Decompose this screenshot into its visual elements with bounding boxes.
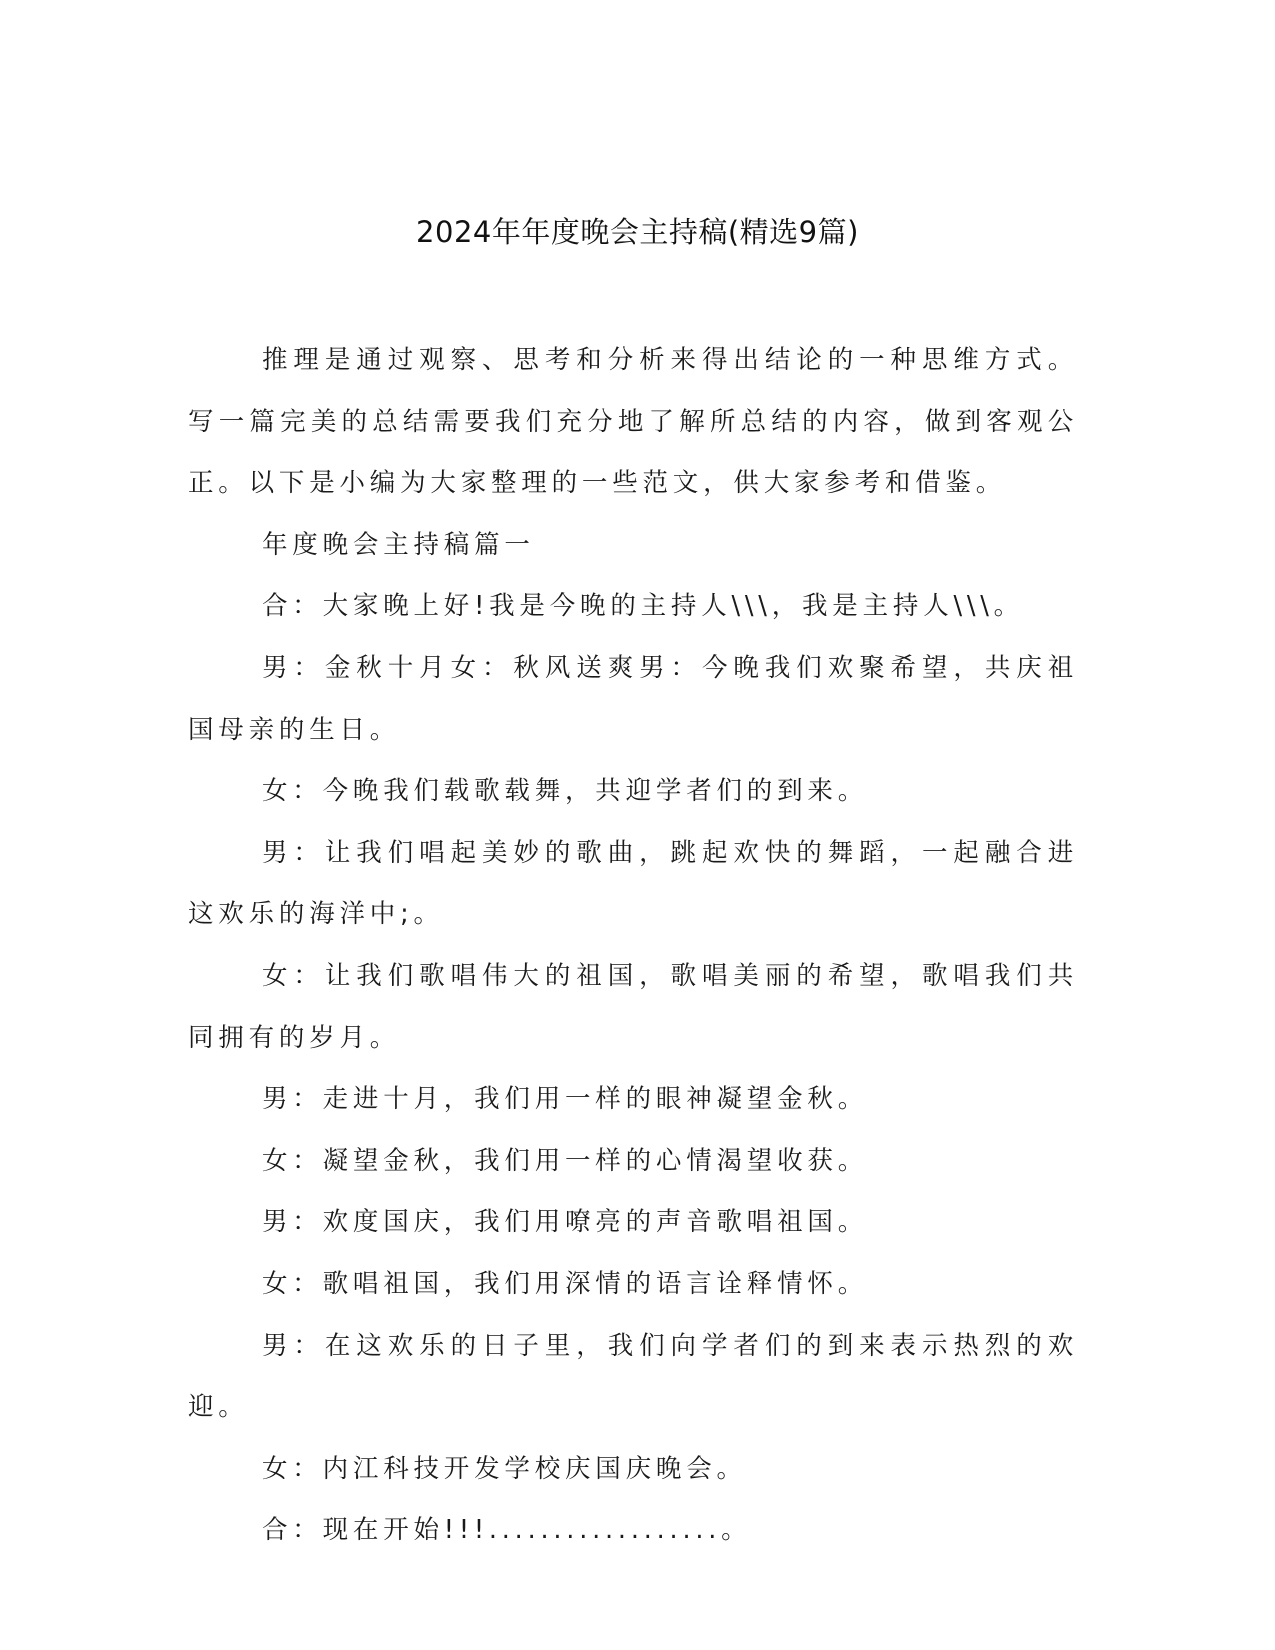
- document-body: [188, 330, 1078, 1562]
- script-line: 合：现在开始!!!..................。: [262, 1515, 752, 1546]
- script-line: 男：走进十月，我们用一样的眼神凝望金秋。: [262, 1084, 869, 1115]
- section-heading: 年度晚会主持稿篇一: [262, 529, 535, 560]
- script-line: 女：让我们歌唱伟大的祖国，歌唱美丽的希望，歌唱我们共同拥有的岁月。: [188, 960, 1078, 1053]
- script-line: 男：在这欢乐的日子里，我们向学者们的到来表示热烈的欢迎。: [188, 1330, 1078, 1423]
- script-line: 女：今晚我们载歌载舞，共迎学者们的到来。: [262, 776, 869, 807]
- script-line: 合：大家晚上好!我是今晚的主持人\\\，我是主持人\\\。: [262, 591, 1024, 622]
- intro-paragraph: 推理是通过观察、思考和分析来得出结论的一种思维方式。写一篇完美的总结需要我们充分地了解所总结的内容，做到客观公正。以下是小编为大家整理的一些范文，供大家参考和借鉴。: [188, 345, 1078, 499]
- script-line: 男：欢度国庆，我们用嘹亮的声音歌唱祖国。: [262, 1207, 869, 1238]
- script-line: 女：歌唱祖国，我们用深情的语言诠释情怀。: [262, 1268, 869, 1299]
- script-line: 女：凝望金秋，我们用一样的心情渴望收获。: [262, 1145, 869, 1176]
- script-line: 女：内江科技开发学校庆国庆晚会。: [262, 1453, 747, 1484]
- script-line: 男：让我们唱起美妙的歌曲，跳起欢快的舞蹈，一起融合进这欢乐的海洋中;。: [188, 837, 1078, 930]
- document-title: 2024年年度晚会主持稿(精选9篇): [416, 215, 859, 249]
- script-line: 男：金秋十月女：秋风送爽男：今晚我们欢聚希望，共庆祖国母亲的生日。: [188, 652, 1078, 745]
